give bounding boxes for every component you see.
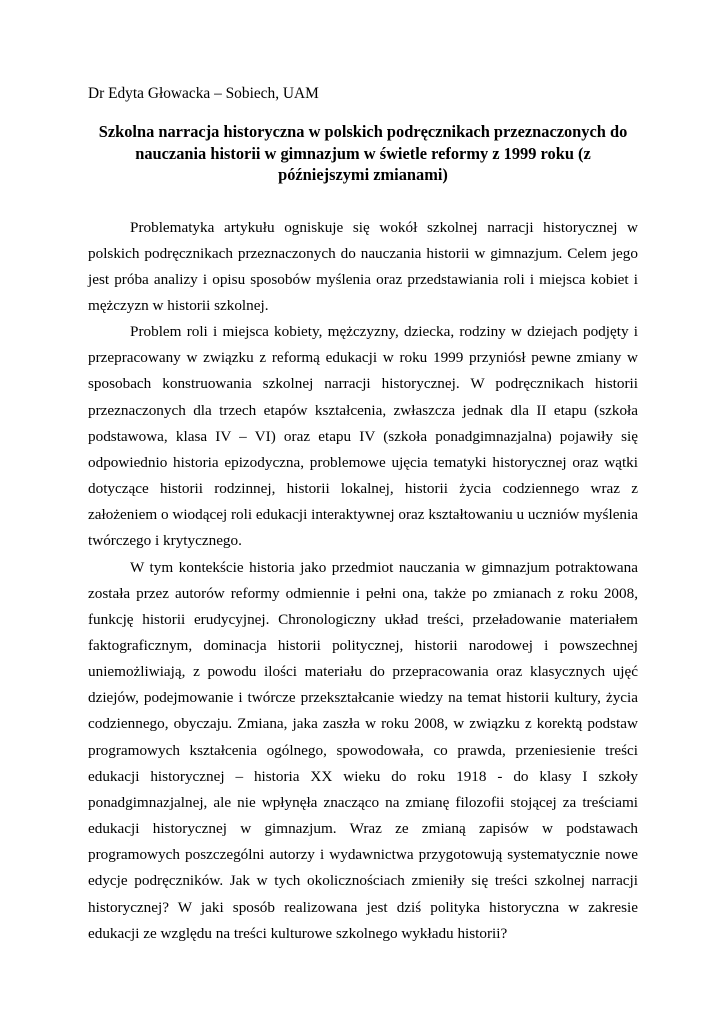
document-body	[88, 215, 638, 947]
document-title: Szkolna narracja historyczna w polskich podręcznikach przeznaczonych do nauczania historii w gimnazjum w świetle reformy z 1999 roku (z późniejszymi zmianami)	[98, 122, 628, 184]
author-line: Dr Edyta Głowacka – Sobiech, UAM	[88, 85, 319, 102]
paragraph-2: Problem roli i miejsca kobiety, mężczyzny, dziecka, rodziny w dziejach podjęty i przepracowany w związku z reformą edukacji w roku 1999 przyniósł pewne zmiany w sposobach konstruowania szkolnej narracji historycznej. W podręcznikach historii przeznaczonych dla trzech etapów kształcenia, zwłaszcza jednak dla II etapu (szkoła podstawowa, klasa IV – VI) oraz etapu IV (szkoła ponadgimnazjalna) pojawiły się odpowiednio historia epizodyczna, problemowe ujęcia tematyki historycznej oraz wątki dotyczące historii rodzinnej, historii lokalnej, historii życia codziennego wraz z założeniem o wiodącej roli edukacji interaktywnej oraz kształtowaniu u uczniów myślenia twórczego i krytycznego.	[88, 323, 638, 550]
paragraph-1: Problematyka artykułu ogniskuje się wokół szkolnej narracji historycznej w polskich podręcznikach przeznaczonych do nauczania historii w gimnazjum. Celem jego jest próba analizy i opisu sposobów myślenia oraz przedstawiania roli i miejsca kobiet i mężczyzn w historii szkolnej.	[88, 218, 638, 314]
paragraph-3: W tym kontekście historia jako przedmiot nauczania w gimnazjum potraktowana została przez autorów reformy odmiennie i pełni ona, także po zmianach z roku 2008, funkcję historii erudycyjnej. Chronologiczny układ treści, przeładowanie materiałem faktograficznym, dominacja historii politycznej, historii narodowej i powszechnej uniemożliwiają, z powodu ilości materiału do przepracowania oraz klasycznych ujęć dziejów, podejmowanie i twórcze przekształcanie wiedzy na temat historii kultury, życia codziennego, obyczaju. Zmiana, jaka zaszła w roku 2008, w związku z korektą podstaw programowych kształcenia ogólnego, spowodowała, co prawda, przeniesienie treści edukacji historycznej – historia XX wieku do roku 1918 - do klasy I szkoły ponadgimnazjalnej, ale nie wpłynęła znacząco na zmianę filozofii stojącej za treściami edukacji historycznej w gimnazjum. Wraz ze zmianą zapisów w podstawach programowych poszczególni autorzy i wydawnictwa przygotowują systematycznie nowe edycje podręczników. Jak w tych okolicznościach zmieniły się treści szkolnej narracji historycznej? W jaki sposób realizowana jest dziś polityka historyczna w zakresie edukacji ze względu na treści kulturowe szkolnego wykładu historii?	[88, 558, 638, 942]
document-page	[88, 84, 638, 947]
